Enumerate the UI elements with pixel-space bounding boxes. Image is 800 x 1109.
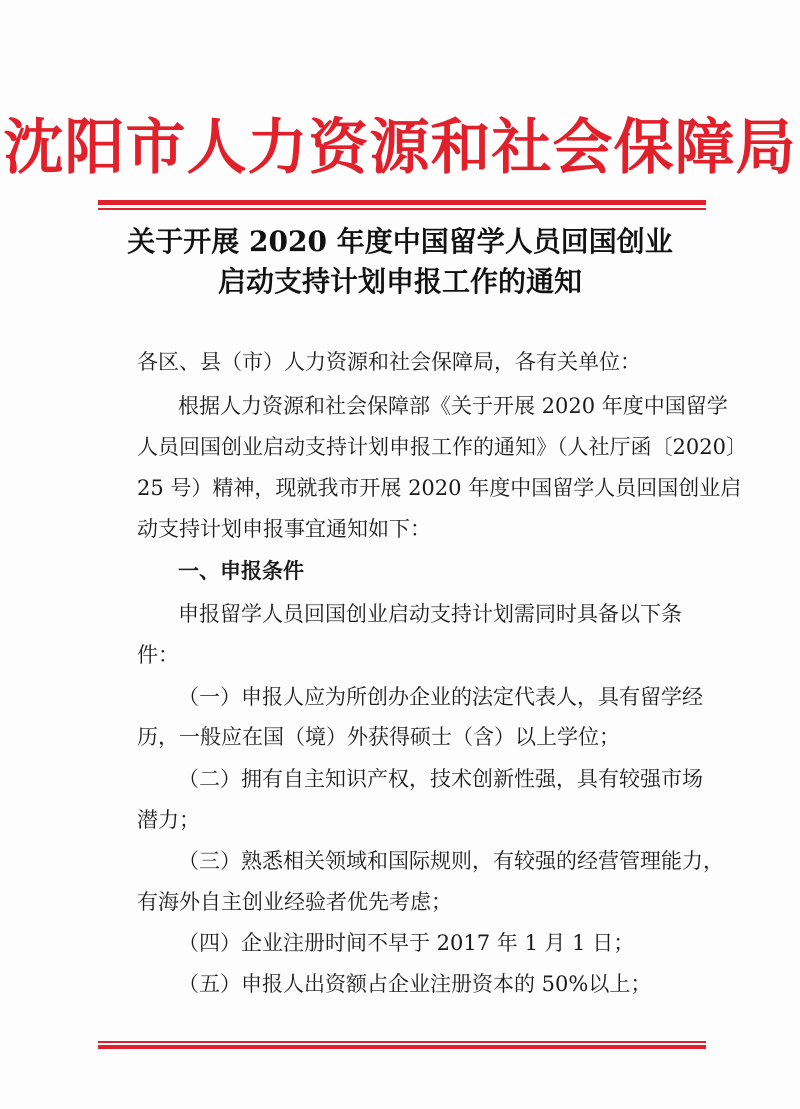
condition-1-line-2: 历，一般应在国（境）外获得硕士（含）以上学位； (137, 725, 620, 749)
footer-rule-thick (98, 1045, 706, 1049)
section-intro-line-2: 件： (137, 643, 179, 667)
section-intro-line-1: 申报留学人员回国创业启动支持计划需同时具备以下条 (178, 602, 682, 626)
condition-3-line-2: 有海外自主创业经验者优先考虑； (137, 890, 452, 914)
intro-line-3: 25 号）精神，现就我市开展 2020 年度中国留学人员回国创业启 (137, 476, 742, 500)
condition-2-line-1: （二）拥有自主知识产权，技术创新性强，具有较强市场 (178, 767, 703, 791)
intro-line-4: 动支持计划申报事宜通知如下： (137, 517, 431, 541)
letterhead-rule-thick (98, 200, 706, 205)
condition-2-line-2: 潜力； (137, 808, 200, 832)
condition-5: （五）申报人出资额占企业注册资本的 50%以上； (178, 972, 652, 996)
section-heading: 一、申报条件 (178, 559, 304, 583)
addressee: 各区、县（市）人力资源和社会保障局，各有关单位： (137, 350, 641, 374)
document-title-line-1: 关于开展 2020 年度中国留学人员回国创业 (127, 225, 673, 258)
document-title-line-2: 启动支持计划申报工作的通知 (217, 265, 582, 298)
condition-3-line-1: （三）熟悉相关领域和国际规则，有较强的经营管理能力， (178, 849, 724, 873)
letterhead-issuer: 沈阳市人力资源和社会保障局 (3, 113, 797, 183)
footer-rule-thin (98, 1041, 706, 1043)
condition-4: （四）企业注册时间不早于 2017 年 1 月 1 日； (178, 931, 635, 955)
intro-line-2: 人员回国创业启动支持计划申报工作的通知》（人社厅函〔2020〕 (137, 435, 747, 459)
letterhead-rule-thin (98, 208, 706, 210)
condition-1-line-1: （一）申报人应为所创办企业的法定代表人，具有留学经 (178, 685, 703, 709)
intro-line-1: 根据人力资源和社会保障部《关于开展 2020 年度中国留学 (178, 394, 728, 418)
